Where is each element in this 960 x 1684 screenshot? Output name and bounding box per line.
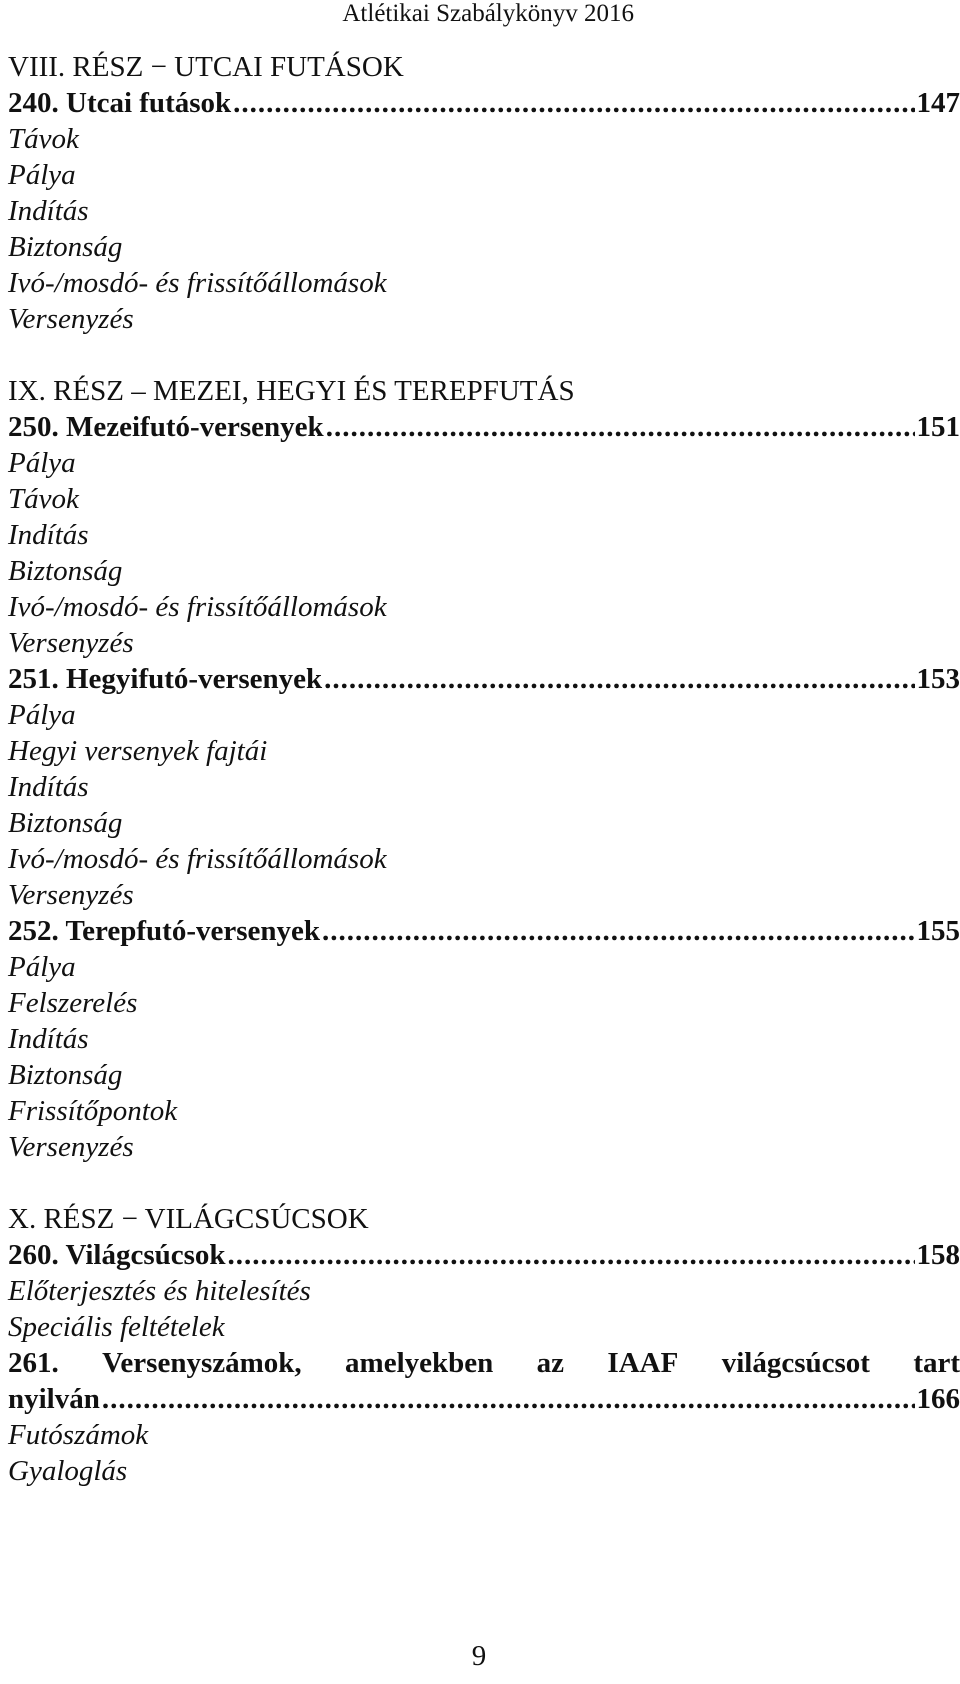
toc-word: amelyekben [345,1347,494,1379]
toc-subitem: Biztonság [8,555,123,587]
toc-word: IAAF [607,1347,679,1379]
toc-entry-label: 260. Világcsúcsok [8,1239,226,1271]
spacer [8,337,960,373]
toc-subitem: Távok [8,483,79,515]
toc-subitem: Biztonság [8,807,123,839]
toc-page-number: 147 [916,87,960,119]
toc-subitem: Hegyi versenyek fajtái [8,735,268,767]
toc-subitem: Gyaloglás [8,1455,128,1487]
toc-subitem: Indítás [8,771,89,803]
toc-entry-261-line1[interactable] [8,1345,960,1381]
leader-dots [322,913,914,949]
toc-subitem: Speciális feltételek [8,1311,225,1343]
toc-word: Versenyszámok, [102,1347,302,1379]
toc-subitem: Versenyzés [8,1131,134,1163]
toc-subitem: Ivó-/mosdó- és frissítőállomások [8,843,387,875]
toc-word: tart [913,1347,960,1379]
page-number: 9 [471,1640,487,1672]
toc-subitem: Ivó-/mosdó- és frissítőállomások [8,267,387,299]
toc-subitem: Előterjesztés és hitelesítés [8,1275,311,1307]
part-title: IX. RÉSZ – MEZEI, HEGYI ÉS TEREPFUTÁS [8,375,575,407]
toc-subitem: Felszerelés [8,987,138,1019]
toc-page-number: 151 [916,411,960,443]
toc-entry-label: 251. Hegyifutó-versenyek [8,663,323,695]
running-header: Atlétikai Szabálykönyv 2016 [342,0,634,27]
toc-page-number: 153 [916,663,960,695]
toc-subitem: Pálya [8,159,76,191]
toc-subitem: Pálya [8,447,76,479]
toc-subitem: Versenyzés [8,303,134,335]
toc-entry-label: 240. Utcai futások [8,87,232,119]
toc-entry-252[interactable] [8,913,960,949]
toc-entry-261-line2[interactable] [8,1381,960,1417]
toc-entry-label: nyilván [8,1383,100,1415]
toc-entry-240[interactable] [8,85,960,121]
toc-entry-260[interactable] [8,1237,960,1273]
toc-subitem: Távok [8,123,79,155]
toc-subitem: Frissítőpontok [8,1095,178,1127]
toc-subitem: Biztonság [8,231,123,263]
toc-subitem: Pálya [8,951,76,983]
toc-word: 261. [8,1347,59,1379]
toc-subitem: Indítás [8,195,89,227]
toc-subitem: Futószámok [8,1419,149,1451]
toc-subitem: Indítás [8,519,89,551]
spacer [8,1165,960,1201]
toc-page-number: 166 [916,1383,960,1415]
part-title: VIII. RÉSZ − UTCAI FUTÁSOK [8,51,404,83]
toc-entry-label: 252. Terepfutó-versenyek [8,915,321,947]
leader-dots [102,1381,915,1417]
leader-dots [233,85,914,121]
part-title: X. RÉSZ − VILÁGCSÚCSOK [8,1203,369,1235]
table-of-contents [8,49,960,1489]
toc-subitem: Indítás [8,1023,89,1055]
toc-word: világcsúcsot [721,1347,870,1379]
toc-word: az [536,1347,565,1379]
leader-dots [326,409,915,445]
toc-entry-251[interactable] [8,661,960,697]
toc-page-number: 155 [916,915,960,947]
toc-entry-label: 250. Mezeifutó-versenyek [8,411,324,443]
leader-dots [324,661,914,697]
toc-entry-250[interactable] [8,409,960,445]
toc-subitem: Pálya [8,699,76,731]
toc-subitem: Versenyzés [8,879,134,911]
toc-subitem: Ivó-/mosdó- és frissítőállomások [8,591,387,623]
toc-subitem: Versenyzés [8,627,134,659]
leader-dots [228,1237,915,1273]
toc-subitem: Biztonság [8,1059,123,1091]
toc-page-number: 158 [916,1239,960,1271]
